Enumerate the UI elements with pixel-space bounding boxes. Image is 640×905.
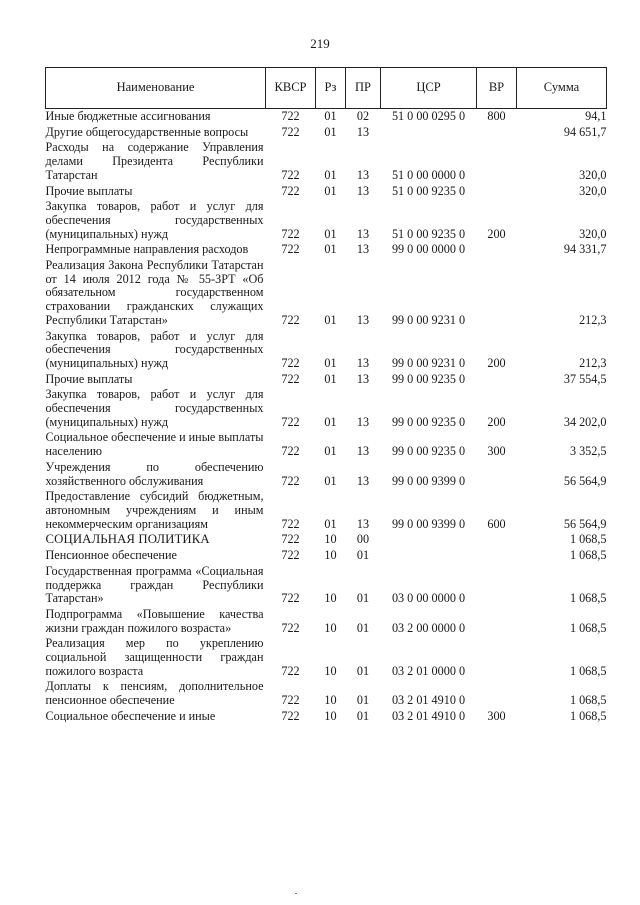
table-row <box>46 185 607 201</box>
cell-csr: 99 0 00 9399 0 <box>391 516 466 531</box>
cell-csr <box>381 126 477 142</box>
table-row <box>46 680 607 709</box>
cell-sum: 1 068,5 <box>569 591 607 606</box>
cell-csr: 03 2 01 0000 0 <box>391 663 466 678</box>
cell-name: Подпрограмма «Повышение качества жизни граждан пожилого возраста» <box>45 606 264 635</box>
table-row <box>46 259 607 330</box>
cell-rz: 10 <box>324 693 337 708</box>
cell-csr: 51 0 00 0000 0 <box>391 167 466 182</box>
cell-name: Закупка товаров, работ и услуг для обеспечения государственных (муниципальных) нужд <box>45 328 264 370</box>
cell-sum: 1 068,5 <box>569 693 607 708</box>
cell-kvsr: 722 <box>281 371 300 386</box>
table-row <box>46 200 607 243</box>
cell-rz: 01 <box>324 312 337 327</box>
cell-pr: 13 <box>356 371 370 386</box>
cell-rz: 01 <box>324 444 337 459</box>
cell-name: Доплаты к пенсиям, дополнительное пенсионное обеспечение <box>45 679 264 708</box>
cell-name: СОЦИАЛЬНАЯ ПОЛИТИКА <box>45 532 210 547</box>
cell-sum: 1 068,5 <box>569 663 607 678</box>
table-row <box>46 388 607 431</box>
cell-csr: 99 0 00 9399 0 <box>391 473 466 488</box>
table-body <box>46 109 607 726</box>
cell-kvsr: 722 <box>281 226 300 241</box>
table-row <box>46 608 607 637</box>
cell-rz: 10 <box>324 532 337 547</box>
cell-pr: 01 <box>356 620 370 635</box>
cell-csr: 03 2 01 4910 0 <box>391 708 466 723</box>
table-row <box>46 637 607 680</box>
cell-vr: 200 <box>487 414 506 429</box>
cell-csr: 03 2 01 4910 0 <box>391 693 466 708</box>
cell-name: Государственная программа «Социальная поддержка граждан Республики Татарстан» <box>45 563 264 606</box>
cell-vr <box>477 680 517 709</box>
cell-sum: 56 564,9 <box>563 473 607 488</box>
table-row <box>46 109 607 126</box>
cell-kvsr: 722 <box>281 414 300 429</box>
cell-kvsr: 722 <box>281 473 300 488</box>
cell-sum: 56 564,9 <box>563 516 607 531</box>
cell-pr: 13 <box>356 473 370 488</box>
cell-csr: 99 0 00 9235 0 <box>391 371 466 386</box>
cell-kvsr: 722 <box>281 516 300 531</box>
cell-name: Реализация мер по укреплению социальной защищенности граждан пожилого возраста <box>45 636 264 678</box>
cell-csr: 03 0 00 0000 0 <box>391 591 466 606</box>
cell-rz: 01 <box>324 473 337 488</box>
cell-pr: 13 <box>356 124 370 139</box>
cell-pr: 02 <box>356 109 370 123</box>
cell-kvsr: 722 <box>281 620 300 635</box>
cell-kvsr: 722 <box>281 242 300 257</box>
cell-vr <box>477 141 517 184</box>
cell-pr: 13 <box>356 183 370 198</box>
cell-sum: 320,0 <box>579 183 607 198</box>
table-header-row <box>46 68 607 109</box>
cell-pr: 13 <box>356 414 370 429</box>
cell-kvsr: 722 <box>281 663 300 678</box>
cell-vr <box>477 259 517 330</box>
cell-vr: 200 <box>487 226 506 241</box>
cell-sum: 3 352,5 <box>569 444 607 459</box>
cell-name: Непрограммные направления расходов <box>45 242 249 257</box>
cell-sum: 34 202,0 <box>563 414 607 429</box>
cell-rz: 01 <box>324 167 337 182</box>
table-row <box>46 330 607 373</box>
cell-vr <box>477 373 517 389</box>
cell-kvsr: 722 <box>281 109 300 123</box>
table-row <box>46 710 607 726</box>
cell-rz: 10 <box>324 708 337 723</box>
table-row <box>46 141 607 184</box>
cell-vr <box>477 549 517 565</box>
cell-pr: 13 <box>356 355 370 370</box>
table-row <box>46 565 607 608</box>
cell-name: Предоставление субсидий бюджетным, автономным учреждениям и иным некоммерческим организациям <box>45 489 264 531</box>
cell-vr <box>477 533 517 549</box>
cell-rz: 01 <box>324 242 337 257</box>
cell-pr: 01 <box>356 708 370 723</box>
cell-pr: 00 <box>356 532 370 547</box>
cell-rz: 01 <box>324 414 337 429</box>
cell-name: Закупка товаров, работ и услуг для обеспечения государственных (муниципальных) нужд <box>45 199 264 241</box>
cell-rz: 01 <box>324 183 337 198</box>
cell-name: Прочие выплаты <box>45 371 133 386</box>
cell-pr: 01 <box>356 591 370 606</box>
table-row <box>46 126 607 142</box>
budget-table <box>45 67 607 726</box>
cell-sum: 37 554,5 <box>563 371 607 386</box>
cell-rz: 01 <box>324 516 337 531</box>
cell-rz: 01 <box>324 355 337 370</box>
cell-name: Прочие выплаты <box>45 183 133 198</box>
cell-vr: 800 <box>487 109 506 123</box>
cell-rz: 01 <box>324 371 337 386</box>
cell-rz: 01 <box>324 226 337 241</box>
cell-sum: 212,3 <box>579 312 607 327</box>
cell-csr: 51 0 00 9235 0 <box>391 183 466 198</box>
cell-vr <box>477 565 517 608</box>
cell-name: Закупка товаров, работ и услуг для обеспечения государственных (муниципальных) нужд <box>45 387 264 429</box>
scan-artifact-dot <box>295 893 297 894</box>
cell-sum: 1 068,5 <box>569 532 607 547</box>
cell-rz: 01 <box>324 124 337 139</box>
cell-name: Иные бюджетные ассигнования <box>45 109 211 123</box>
cell-kvsr: 722 <box>281 708 300 723</box>
cell-vr <box>477 243 517 259</box>
header-pr: ПР <box>346 68 381 109</box>
cell-pr: 13 <box>356 312 370 327</box>
cell-pr: 13 <box>356 242 370 257</box>
cell-csr: 99 0 00 9235 0 <box>391 444 466 459</box>
cell-pr: 13 <box>356 516 370 531</box>
header-rz: Рз <box>316 68 346 109</box>
cell-sum: 212,3 <box>579 355 607 370</box>
header-kvsr: КВСР <box>266 68 316 109</box>
cell-csr: 51 0 00 9235 0 <box>391 226 466 241</box>
cell-name: Расходы на содержание Управления делами Президента Республики Татарстан <box>45 140 264 182</box>
cell-kvsr: 722 <box>281 591 300 606</box>
header-csr: ЦСР <box>381 68 477 109</box>
cell-csr: 99 0 00 9235 0 <box>391 414 466 429</box>
cell-pr: 01 <box>356 663 370 678</box>
cell-kvsr: 722 <box>281 444 300 459</box>
cell-vr <box>477 185 517 201</box>
cell-kvsr: 722 <box>281 548 300 563</box>
cell-sum: 320,0 <box>579 167 607 182</box>
table-row <box>46 431 607 460</box>
table-row <box>46 461 607 490</box>
cell-vr: 300 <box>487 708 506 723</box>
cell-rz: 10 <box>324 591 337 606</box>
cell-pr: 13 <box>356 444 370 459</box>
cell-kvsr: 722 <box>281 124 300 139</box>
cell-kvsr: 722 <box>281 355 300 370</box>
cell-rz: 10 <box>324 663 337 678</box>
page-number: 219 <box>310 36 330 51</box>
cell-sum: 94 651,7 <box>563 124 607 139</box>
cell-vr <box>477 126 517 142</box>
cell-kvsr: 722 <box>281 312 300 327</box>
cell-csr: 51 0 00 0295 0 <box>391 109 466 123</box>
header-sum: Сумма <box>517 68 607 109</box>
cell-sum: 320,0 <box>579 226 607 241</box>
cell-kvsr: 722 <box>281 183 300 198</box>
cell-vr: 300 <box>487 444 506 459</box>
cell-sum: 1 068,5 <box>569 708 607 723</box>
cell-rz: 10 <box>324 548 337 563</box>
cell-pr: 01 <box>356 693 370 708</box>
cell-kvsr: 722 <box>281 167 300 182</box>
cell-pr: 13 <box>356 167 370 182</box>
cell-pr: 01 <box>356 548 370 563</box>
table-row <box>46 490 607 533</box>
table-row <box>46 373 607 389</box>
cell-sum: 1 068,5 <box>569 548 607 563</box>
cell-pr: 13 <box>356 226 370 241</box>
cell-sum: 94,1 <box>585 109 607 123</box>
cell-name: Другие общегосударственные вопросы <box>45 124 249 139</box>
table-row <box>46 549 607 565</box>
cell-sum: 94 331,7 <box>563 242 607 257</box>
cell-vr: 600 <box>487 516 506 531</box>
cell-vr: 200 <box>487 355 506 370</box>
cell-sum: 1 068,5 <box>569 620 607 635</box>
header-name: Наименование <box>46 68 266 109</box>
cell-kvsr: 722 <box>281 693 300 708</box>
table-row <box>46 243 607 259</box>
cell-name: Реализация Закона Республики Татарстан от 14 июля 2012 года № 55-ЗРТ «Об обязательном государственном страховании гражданских служащих Республики Татарстан» <box>45 258 264 327</box>
cell-kvsr: 722 <box>281 532 300 547</box>
cell-name: Социальное обеспечение и иные выплаты населению <box>45 430 264 459</box>
cell-rz: 10 <box>324 620 337 635</box>
cell-vr <box>477 637 517 680</box>
cell-rz: 01 <box>324 109 337 123</box>
cell-csr: 99 0 00 0000 0 <box>391 242 466 257</box>
header-vr: ВР <box>477 68 517 109</box>
cell-name: Учреждения по обеспечению хозяйственного обслуживания <box>45 459 264 488</box>
cell-csr: 99 0 00 9231 0 <box>391 312 466 327</box>
cell-csr: 99 0 00 9231 0 <box>391 355 466 370</box>
cell-csr: 03 2 00 0000 0 <box>391 620 466 635</box>
section-heading-row <box>46 533 607 549</box>
cell-name: Социальное обеспечение и иные <box>45 708 216 723</box>
cell-vr <box>477 608 517 637</box>
cell-csr <box>381 549 477 565</box>
cell-vr <box>477 461 517 490</box>
cell-csr <box>381 533 477 549</box>
cell-name: Пенсионное обеспечение <box>45 548 177 563</box>
